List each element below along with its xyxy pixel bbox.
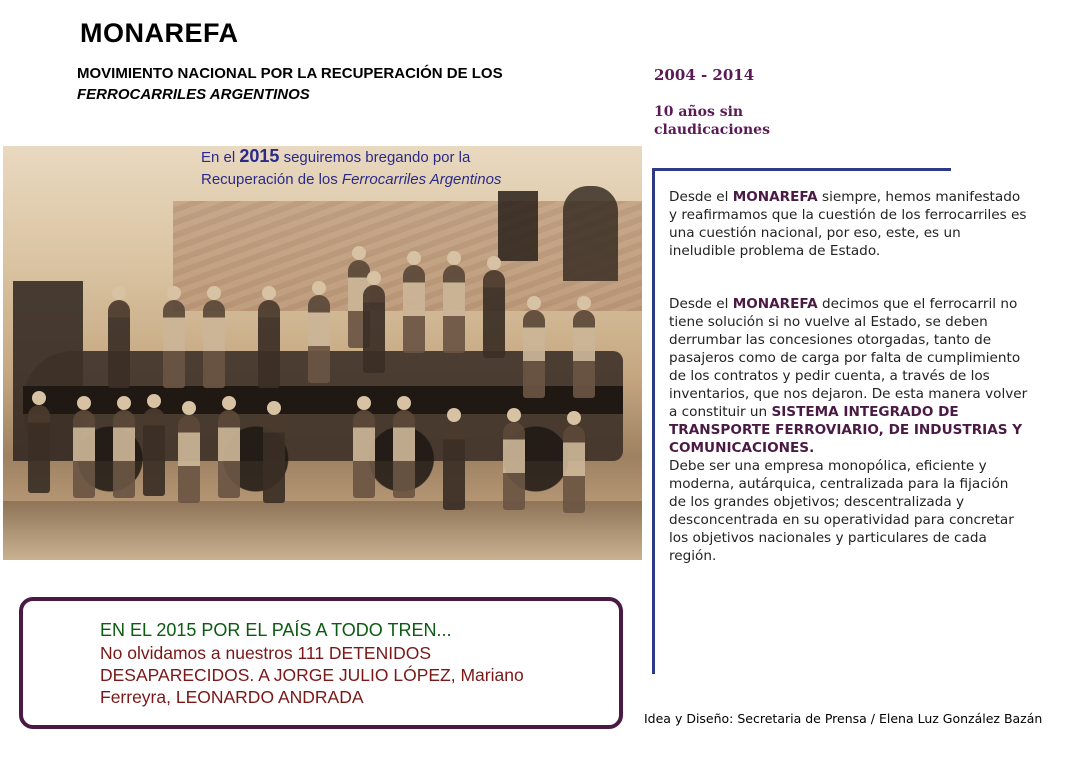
worker-figure — [308, 295, 330, 383]
worker-head — [407, 251, 421, 265]
p1-text-a: Desde el — [669, 189, 733, 205]
worker-head — [167, 286, 181, 300]
subtitle-line2: FERROCARRILES ARGENTINOS — [77, 86, 310, 103]
worker-figure — [258, 300, 280, 388]
worker-head — [397, 396, 411, 410]
worker-figure — [573, 310, 595, 398]
worker-figure — [203, 300, 225, 388]
paragraph-proposal — [669, 295, 1029, 565]
worker-head — [262, 286, 276, 300]
worker-figure — [443, 265, 465, 353]
railway-workers-photo — [3, 146, 642, 560]
worker-head — [357, 396, 371, 410]
caption-year: 2015 — [239, 146, 280, 166]
worker-head — [117, 396, 131, 410]
worker-head — [352, 246, 366, 260]
worker-head — [267, 401, 281, 415]
callout-heading: EN EL 2015 POR EL PAÍS A TODO TREN... — [100, 620, 452, 640]
p1-monarefa: MONAREFA — [732, 189, 818, 205]
worker-figure — [163, 300, 185, 388]
worker-figure — [403, 265, 425, 353]
p2-text-a: Desde el — [669, 296, 733, 312]
worker-figure — [563, 425, 585, 513]
worker-head — [182, 401, 196, 415]
worker-head — [487, 256, 501, 270]
worker-figure — [443, 422, 465, 510]
worker-figure — [263, 415, 285, 503]
worker-head — [567, 411, 581, 425]
page-title: MONAREFA — [80, 18, 239, 48]
p2-text-e: Debe ser una empresa monopólica, eficiente y moderna, autárquica, centralizada para la fijación de los grandes objetivos; descentralizada y desconcentrada en su operatividad para concretar los objetivos nacionales y particulares de cada región. — [669, 458, 1014, 564]
p1-text-c: siempre, hemos manifestado y reafirmamos que la cuestión de los ferrocarriles es una cuestión nacional, por eso, este, es un ineludible problema de Estado. — [669, 189, 1027, 259]
worker-figure — [393, 410, 415, 498]
worker-head — [367, 271, 381, 285]
callout-body: No olvidamos a nuestros 111 DETENIDOS DESAPARECIDOS. A JORGE JULIO LÓPEZ, Mariano Ferreyra, LEONARDO ANDRADA — [100, 643, 524, 707]
caption-text-a: En el — [201, 149, 240, 166]
photo-caption — [201, 145, 521, 191]
locomotive-chimney — [498, 191, 538, 261]
worker-head — [207, 286, 221, 300]
worker-head — [447, 408, 461, 422]
worker-figure — [178, 415, 200, 503]
design-credit: Idea y Diseño: Secretaria de Prensa / Elena Luz González Bazán — [644, 711, 1043, 726]
worker-figure — [363, 285, 385, 373]
anniversary-years: 2004 - 2014 — [654, 66, 755, 84]
movement-subtitle — [77, 63, 597, 105]
worker-head — [507, 408, 521, 422]
worker-figure — [353, 410, 375, 498]
worker-figure — [28, 405, 50, 493]
subtitle-line1: MOVIMIENTO NACIONAL POR LA RECUPERACIÓN DE LOS — [77, 65, 503, 82]
p2-text-c: decimos que el ferrocarril no tiene solución si no vuelve al Estado, se deben derrumbar las concesiones otorgadas, tanto de pasajeros como de carga por falta de cumplimiento de los contratos y pedir cuenta, a través de los inventarios, que nos dejaron. De esta manera volver a constituir un — [669, 296, 1028, 420]
worker-head — [577, 296, 591, 310]
worker-figure — [483, 270, 505, 358]
worker-figure — [108, 300, 130, 388]
worker-figure — [143, 408, 165, 496]
worker-head — [147, 394, 161, 408]
worker-head — [447, 251, 461, 265]
worker-head — [32, 391, 46, 405]
paragraph-state-issue — [669, 188, 1029, 260]
worker-figure — [503, 422, 525, 510]
worker-head — [222, 396, 236, 410]
worker-figure — [218, 410, 240, 498]
worker-head — [312, 281, 326, 295]
p2-system-name: SISTEMA INTEGRADO DE TRANSPORTE FERROVIARIO, DE INDUSTRIAS Y COMUNICACIONES. — [669, 404, 1023, 456]
worker-figure — [113, 410, 135, 498]
worker-head — [77, 396, 91, 410]
locomotive-headlamp — [563, 186, 618, 281]
caption-text-b: seguiremos bregando por la Recuperación de los — [201, 149, 471, 188]
anniversary-note: 10 años sin claudicaciones — [654, 104, 770, 138]
worker-head — [527, 296, 541, 310]
worker-head — [112, 286, 126, 300]
worker-figure — [73, 410, 95, 498]
track-ground — [3, 501, 642, 560]
p2-monarefa: MONAREFA — [732, 296, 818, 312]
caption-italic: Ferrocarriles Argentinos — [341, 171, 502, 188]
worker-figure — [523, 310, 545, 398]
